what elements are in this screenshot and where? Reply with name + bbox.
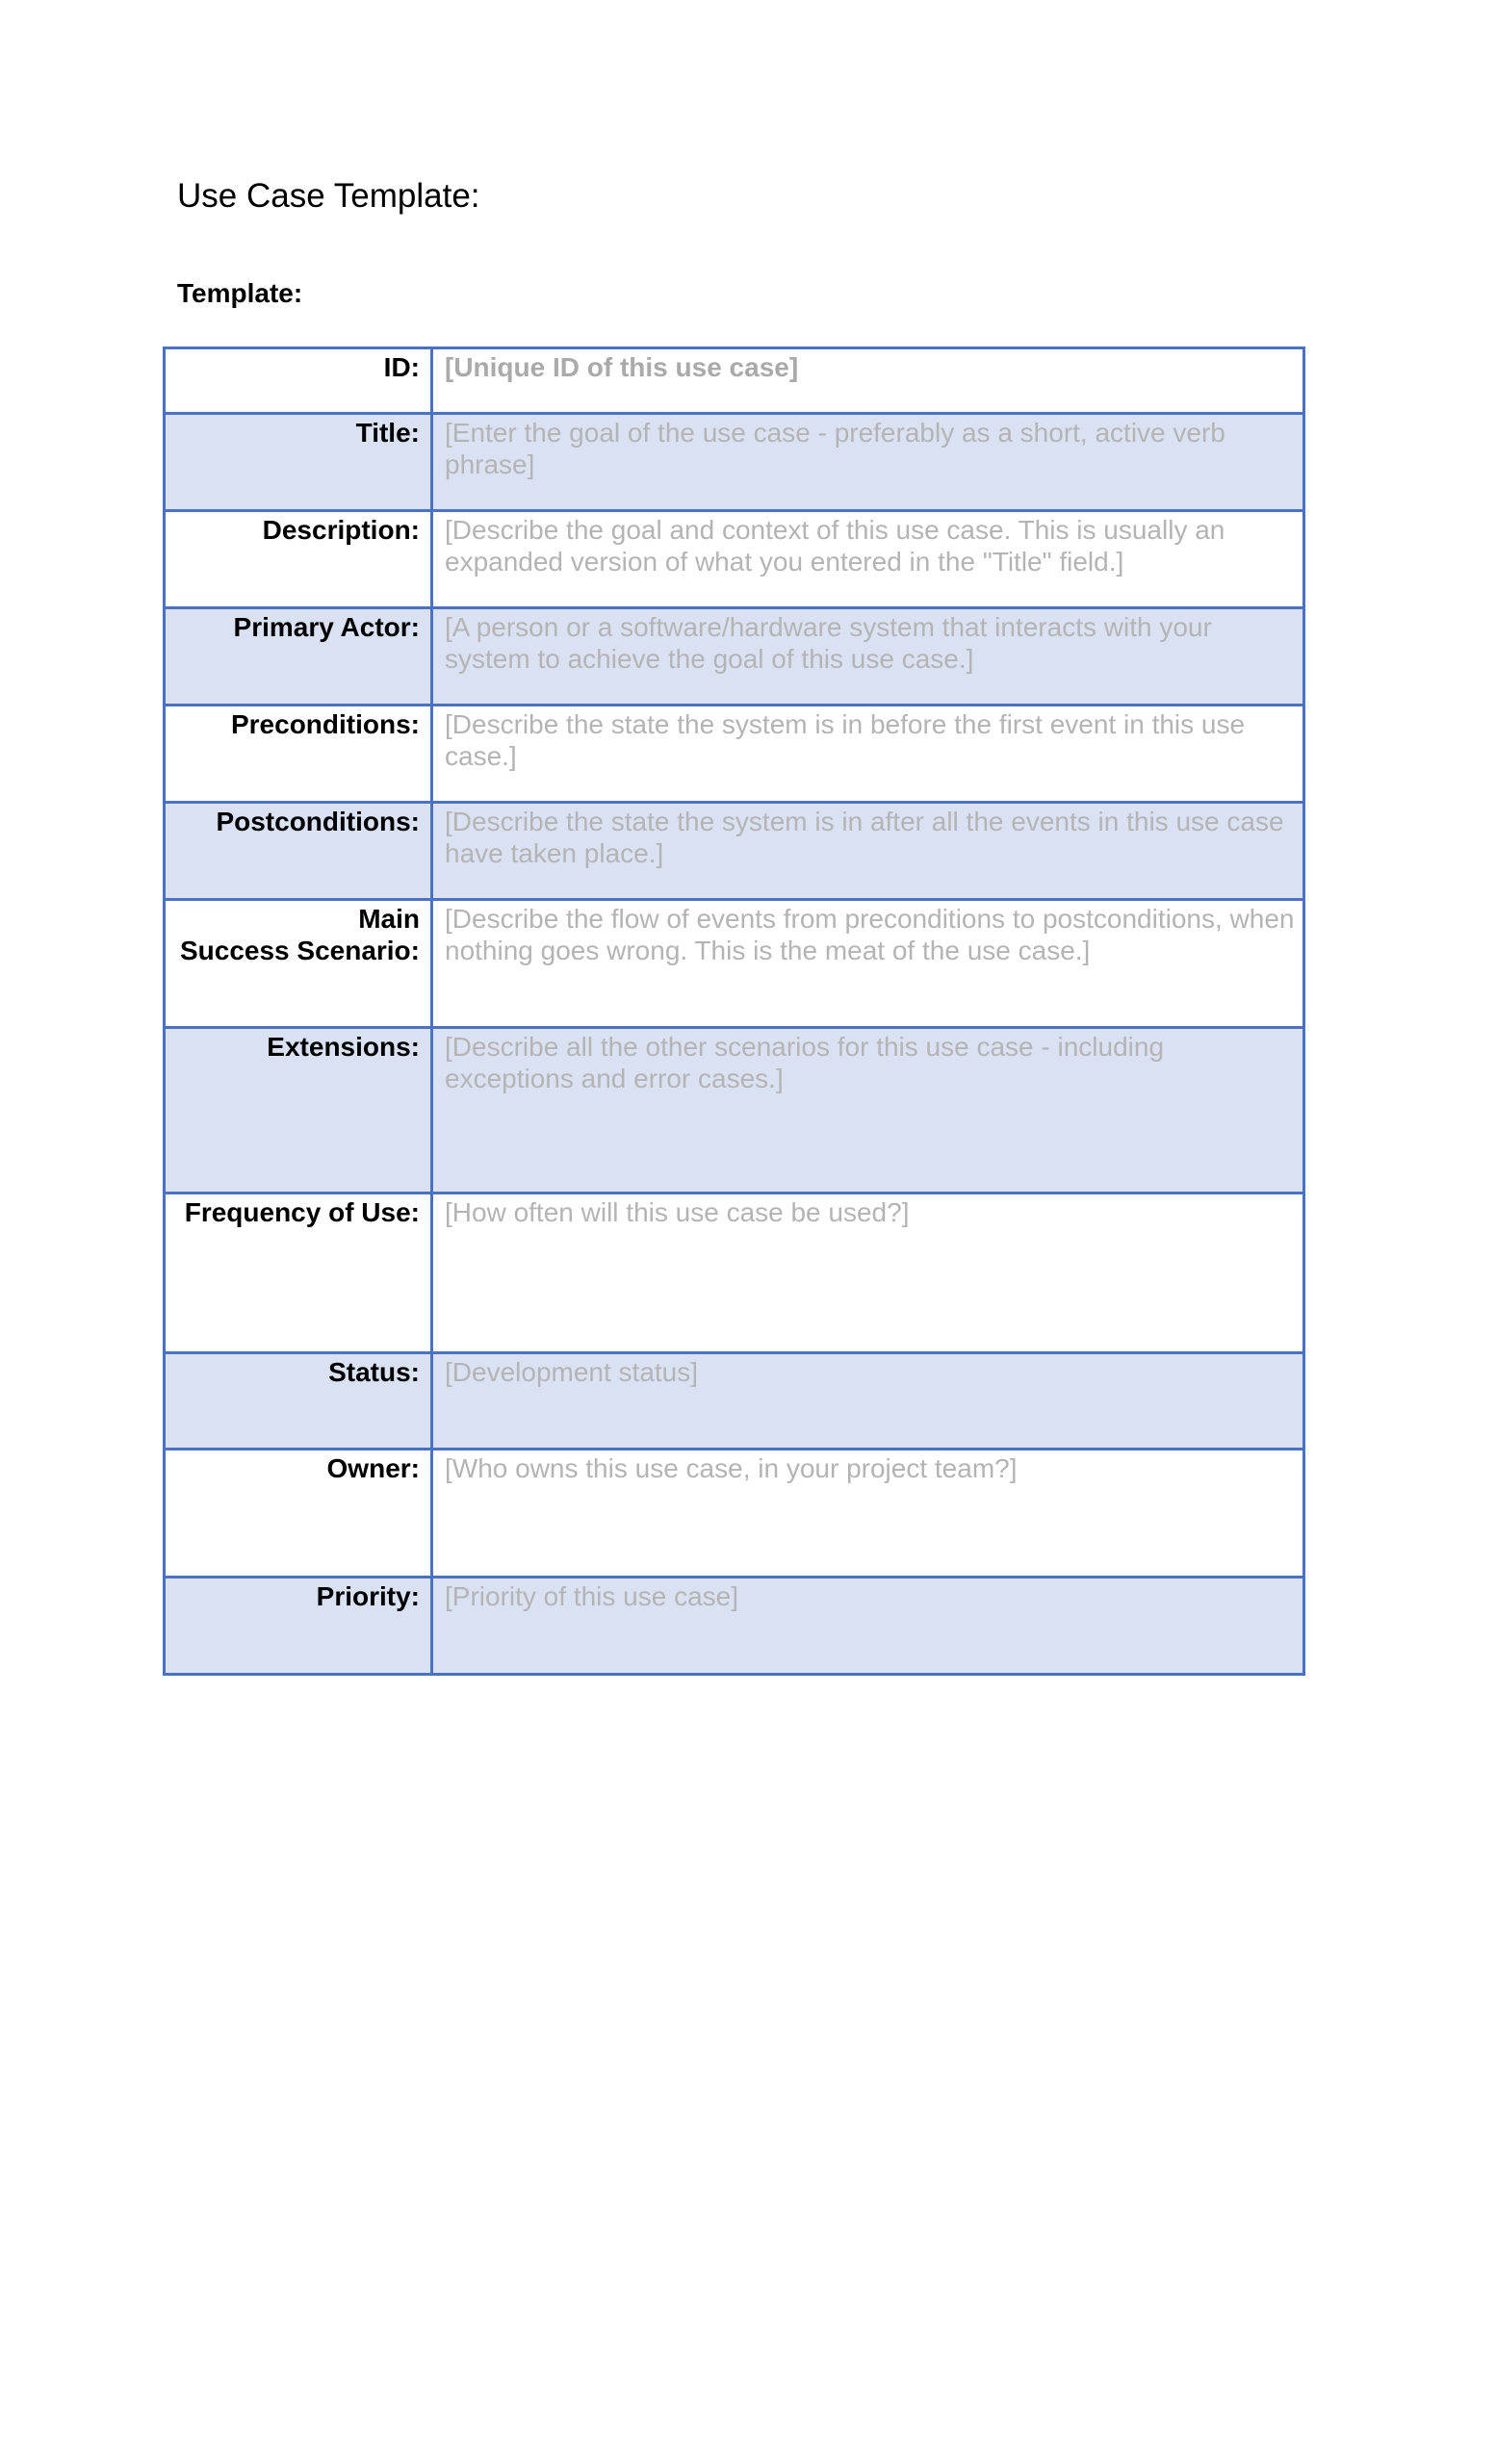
document-title: Use Case Template: <box>177 177 480 215</box>
label-title: Title: <box>165 414 432 511</box>
row-frequency-of-use <box>165 1194 1304 1353</box>
row-postconditions <box>165 803 1304 900</box>
label-id: ID: <box>165 348 432 414</box>
value-title[interactable]: [Enter the goal of the use case - preferably as a short, active verb phrase] <box>432 414 1304 511</box>
row-description <box>165 511 1304 608</box>
row-status <box>165 1353 1304 1450</box>
label-preconditions: Preconditions: <box>165 706 432 803</box>
value-description[interactable]: [Describe the goal and context of this use case. This is usually an expanded version of what you entered in the "Title" field.] <box>432 511 1304 608</box>
label-main-success-scenario <box>165 900 432 1028</box>
row-owner <box>165 1450 1304 1578</box>
value-primary-actor[interactable]: [A person or a software/hardware system that interacts with your system to achieve the goal of this use case.] <box>432 608 1304 706</box>
label-status: Status: <box>165 1353 432 1450</box>
value-extensions[interactable]: [Describe all the other scenarios for this use case - including exceptions and error cases.] <box>432 1028 1304 1194</box>
label-postconditions: Postconditions: <box>165 803 432 900</box>
row-preconditions <box>165 706 1304 803</box>
template-heading: Template: <box>177 278 303 308</box>
value-owner[interactable]: [Who owns this use case, in your project team?] <box>432 1450 1304 1578</box>
label-frequency-of-use: Frequency of Use: <box>165 1194 432 1353</box>
value-id[interactable]: [Unique ID of this use case] <box>432 348 1304 414</box>
row-title <box>165 414 1304 511</box>
row-primary-actor <box>165 608 1304 706</box>
value-priority[interactable]: [Priority of this use case] <box>432 1578 1304 1675</box>
label-description: Description: <box>165 511 432 608</box>
value-postconditions[interactable]: [Describe the state the system is in after all the events in this use case have taken place.] <box>432 803 1304 900</box>
label-owner: Owner: <box>165 1450 432 1578</box>
label-main-success-scenario-line1: Main <box>358 904 420 934</box>
label-primary-actor: Primary Actor: <box>165 608 432 706</box>
row-extensions <box>165 1028 1304 1194</box>
value-frequency-of-use[interactable]: [How often will this use case be used?] <box>432 1194 1304 1353</box>
value-status[interactable]: [Development status] <box>432 1353 1304 1450</box>
row-main-success-scenario <box>165 900 1304 1028</box>
label-main-success-scenario-line2: Success Scenario: <box>179 936 420 965</box>
value-preconditions[interactable]: [Describe the state the system is in before the first event in this use case.] <box>432 706 1304 803</box>
row-priority <box>165 1578 1304 1675</box>
label-priority: Priority: <box>165 1578 432 1675</box>
label-extensions: Extensions: <box>165 1028 432 1194</box>
use-case-template-table <box>163 346 1305 1676</box>
value-main-success-scenario[interactable]: [Describe the flow of events from preconditions to postconditions, when nothing goes wrong. This is the meat of the use case.] <box>432 900 1304 1028</box>
row-id <box>165 348 1304 414</box>
